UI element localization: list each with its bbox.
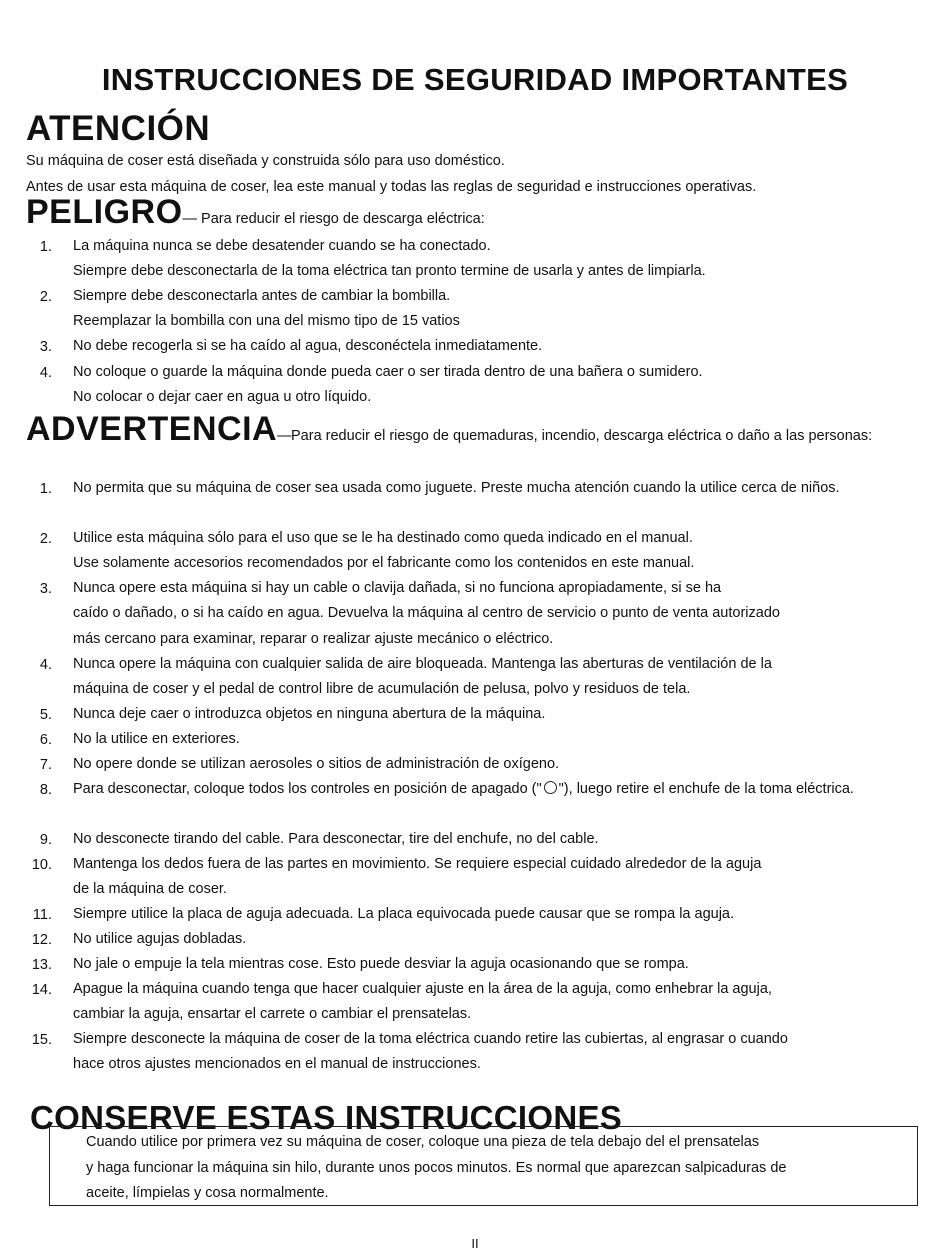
list-item-number: 14.	[31, 982, 52, 998]
list-item-number: 3.	[39, 581, 52, 597]
list-item-number: 4.	[39, 365, 52, 381]
list-item: No desconecte tirando del cable. Para desconectar, tire del enchufe, no del cable.	[73, 831, 599, 847]
list-item: Apague la máquina cuando tenga que hacer cualquier ajuste en la área de la aguja, como enhebrar la aguja, cambiar la aguja, ensartar el carrete o cambiar el prensatelas.	[73, 981, 772, 1023]
list-item-number: 6.	[39, 732, 52, 748]
list-item: La máquina nunca se debe desatender cuando se ha conectado. Siempre debe desconectarla de la toma eléctrica tan pronto termine de usarla y antes de limpiarla.	[73, 238, 706, 280]
list-item-number: 5.	[39, 707, 52, 723]
list-item-number: 2.	[39, 531, 52, 547]
list-item-number: 1.	[39, 239, 52, 255]
list-item-number: 7.	[39, 757, 52, 773]
list-item-number: 1.	[39, 481, 52, 497]
list-item-number: 15.	[31, 1032, 52, 1048]
list-item-number: 9.	[39, 832, 52, 848]
list-item: No utilice agujas dobladas.	[73, 931, 247, 947]
list-item	[73, 777, 923, 802]
list-item: Nunca opere esta máquina si hay un cable o clavija dañada, si no funciona apropiadamente, si se ha caído o dañado, o si ha caído en agua. Devuelva la máquina al centro de servicio o punto de venta autorizado más cercano para examinar, reparar o realizar ajuste mecánico o eléctrico.	[73, 580, 780, 647]
list-item: Siempre utilice la placa de aguja adecuada. La placa equivocada puede causar que se rompa la aguja.	[73, 906, 735, 922]
list-item: No jale o empuje la tela mientras cose. Esto puede desviar la aguja ocasionando que se rompa.	[73, 956, 689, 972]
list-item-number: 8.	[39, 782, 52, 798]
off-circle-icon	[544, 781, 557, 794]
list-item: No coloque o guarde la máquina donde pueda caer o ser tirada dentro de una bañera o sumidero. No colocar o dejar caer en agua u otro líquido.	[73, 364, 703, 406]
list-item: Siempre debe desconectarla antes de cambiar la bombilla. Reemplazar la bombilla con una del mismo tipo de 15 vatios	[73, 288, 460, 330]
list-item: No opere donde se utilizan aerosoles o sitios de administración de oxígeno.	[73, 756, 560, 772]
list-item: No la utilice en exteriores.	[73, 731, 240, 747]
advertencia-subtitle: Para reducir el riesgo de quemaduras, incendio, descarga eléctrica o daño a las personas:	[291, 428, 873, 444]
list-item-number: 2.	[39, 289, 52, 305]
notice-text: Cuando utilice por primera vez su máquina de coser, coloque una pieza de tela debajo del el prensatelas y haga funcionar la máquina sin hilo, durante unos pocos minutos. Es normal que aparezcan salpicaduras de aceite, límpielas y cosa normalmente.	[86, 1134, 787, 1201]
item-8-text-after: "), luego retire el enchufe de la toma eléctrica.	[558, 781, 854, 797]
page-number: II	[471, 1236, 479, 1251]
advertencia-heading: ADVERTENCIA	[26, 410, 278, 448]
list-item-number: 3.	[39, 339, 52, 355]
peligro-subtitle: — Para reducir el riesgo de descarga eléctrica:	[182, 211, 485, 227]
list-item: Nunca deje caer o introduzca objetos en ninguna abertura de la máquina.	[73, 706, 546, 722]
peligro-heading: PELIGRO	[26, 193, 183, 231]
conserve-heading: CONSERVE ESTAS INSTRUCCIONES	[30, 1099, 623, 1136]
list-item-number: 10.	[31, 857, 52, 873]
advertencia-dash: —	[277, 428, 292, 444]
page-title: INSTRUCCIONES DE SEGURIDAD IMPORTANTES	[101, 62, 849, 97]
atencion-heading: ATENCIÓN	[26, 109, 211, 148]
list-item-number: 13.	[31, 957, 52, 973]
list-item: Utilice esta máquina sólo para el uso que se le ha destinado como queda indicado en el manual. Use solamente accesorios recomendados por el fabricante como los contenidos en este manual.	[73, 530, 695, 572]
list-item-number: 12.	[31, 932, 52, 948]
peligro-header	[26, 193, 485, 232]
advertencia-header	[26, 410, 292, 449]
atencion-paragraph-2: Antes de usar esta máquina de coser, lea este manual y todas las reglas de seguridad e instrucciones operativas.	[26, 179, 757, 195]
list-item: Nunca opere la máquina con cualquier salida de aire bloqueada. Mantenga las aberturas de ventilación de la máquina de coser y el pedal de control libre de acumulación de pelusa, polvo y residuos de tela.	[73, 656, 772, 698]
item-8-text-before: Para desconectar, coloque todos los controles en posición de apagado ("	[73, 781, 542, 797]
atencion-paragraph-1: Su máquina de coser está diseñada y construida sólo para uso doméstico.	[26, 153, 505, 169]
list-item-number: 11.	[32, 907, 52, 923]
list-item: Mantenga los dedos fuera de las partes en movimiento. Se requiere especial cuidado alrededor de la aguja de la máquina de coser.	[73, 856, 762, 898]
notice-box	[49, 1126, 918, 1206]
list-item: No debe recogerla si se ha caído al agua, desconéctela inmediatamente.	[73, 338, 543, 354]
list-item-number: 4.	[39, 657, 52, 673]
list-item: No permita que su máquina de coser sea usada como juguete. Preste mucha atención cuando la utilice cerca de niños.	[73, 480, 840, 496]
list-item: Siempre desconecte la máquina de coser de la toma eléctrica cuando retire las cubiertas, al engrasar o cuando hace otros ajustes mencionados en el manual de instrucciones.	[73, 1031, 788, 1073]
